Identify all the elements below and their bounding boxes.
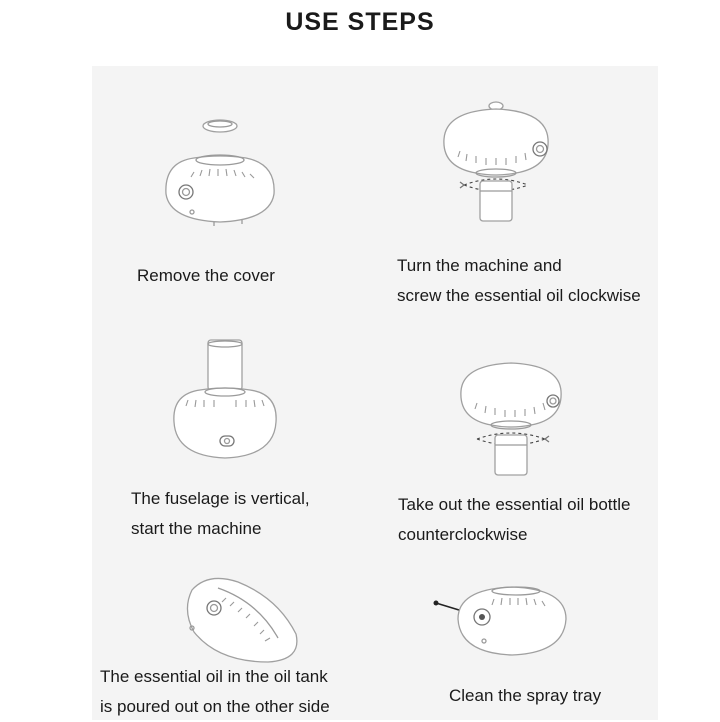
step-6-caption: Clean the spray tray xyxy=(449,686,602,705)
step-4-illustration xyxy=(453,353,569,483)
step-2-illustration xyxy=(436,97,556,237)
step-1-caption: Remove the cover xyxy=(137,266,275,285)
step-3-illustration xyxy=(170,336,280,466)
step-5-caption: The essential oil in the oil tank is poured out on the other side xyxy=(100,667,330,716)
page-title: USE STEPS xyxy=(285,8,435,36)
step-2-caption: Turn the machine and screw the essential oil clockwise xyxy=(397,256,641,305)
step-3-caption: The fuselage is vertical, start the machine xyxy=(131,489,310,538)
step-5-illustration xyxy=(178,568,308,668)
step-1-illustration xyxy=(158,112,282,232)
step-6-illustration xyxy=(432,583,570,663)
step-4-caption: Take out the essential oil bottle counterclockwise xyxy=(398,495,631,544)
